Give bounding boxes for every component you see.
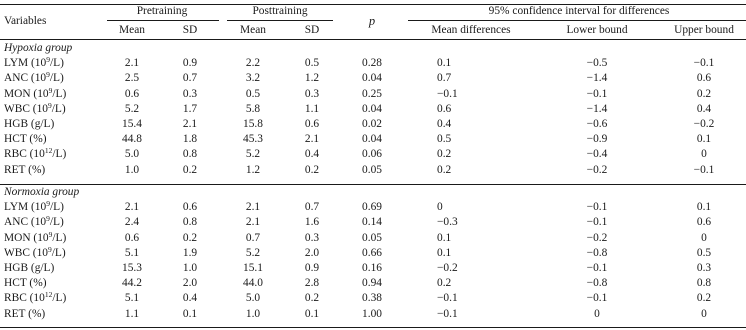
pre-sd-cell: 0.6 — [182, 201, 198, 214]
p-value-cell: 0.66 — [362, 246, 382, 259]
lower-bound-cell: −0.1 — [586, 216, 608, 229]
upper-bound-cell: 0.6 — [696, 216, 712, 229]
lower-bound-cell: −0.2 — [586, 163, 608, 176]
p-value-cell: 0.38 — [362, 292, 382, 305]
variable-name: MON (10 — [4, 87, 49, 100]
post-mean-cell: 15.8 — [243, 118, 263, 130]
post-mean-cell: 15.1 — [243, 262, 263, 274]
post-sd-cell: 0.7 — [304, 201, 320, 214]
ci-spanner-rule — [408, 20, 746, 21]
unit-exponent: 9 — [46, 70, 50, 80]
unit-exponent: 9 — [47, 100, 52, 110]
unit-suffix: /L) — [49, 216, 64, 229]
header-upper-bound: Upper bound — [674, 24, 734, 36]
variable-label — [4, 216, 64, 229]
variable-label — [4, 133, 47, 146]
upper-bound-cell: 0 — [701, 148, 707, 161]
variable-name: RBC (10 — [4, 148, 45, 161]
post-sd-cell: 0.9 — [304, 262, 320, 274]
variable-label — [4, 72, 64, 85]
lower-bound-cell: −0.1 — [586, 292, 608, 305]
variable-name: LYM (10 — [4, 57, 47, 70]
post-sd-cell: 2.8 — [304, 277, 320, 290]
lower-bound-cell: −0.1 — [586, 201, 608, 214]
lower-bound-cell: −0.9 — [586, 133, 608, 146]
p-value-cell: 0.04 — [362, 133, 382, 146]
group-separator-rule — [0, 184, 746, 185]
pre-sd-cell: 0.2 — [182, 231, 198, 244]
upper-bound-cell: −0.2 — [693, 118, 715, 130]
unit-exponent: 9 — [46, 214, 50, 224]
post-mean-cell: 2.1 — [245, 201, 261, 214]
unit-suffix: /L) — [52, 231, 67, 244]
pre-mean-cell: 15.3 — [122, 262, 142, 274]
mean-diff-cell: 0.7 — [437, 72, 452, 85]
post-mean-cell: 2.1 — [245, 216, 261, 229]
lower-bound-cell: −0.2 — [586, 231, 608, 244]
variable-name: RET (%) — [4, 307, 46, 320]
header-posttraining: Posttraining — [252, 5, 308, 17]
unit-exponent: 9 — [46, 55, 50, 65]
upper-bound-cell: 0.8 — [696, 277, 712, 290]
table-bottom-rule — [0, 327, 746, 328]
pre-mean-cell: 2.5 — [124, 72, 140, 85]
variable-name: RET (%) — [4, 163, 46, 176]
upper-bound-cell: 0 — [701, 307, 707, 320]
post-mean-cell: 1.2 — [245, 163, 261, 176]
pre-sd-cell: 0.9 — [182, 57, 198, 70]
header-variables: Variables — [4, 15, 47, 27]
post-sd-cell: 0.6 — [304, 118, 320, 130]
upper-bound-cell: 0.6 — [696, 72, 712, 85]
pre-sd-cell: 0.8 — [182, 216, 198, 229]
mean-diff-cell: −0.1 — [437, 307, 458, 320]
pre-mean-cell: 1.0 — [124, 163, 140, 176]
header-post-mean: Mean — [240, 24, 266, 36]
header-pre-mean: Mean — [119, 24, 145, 36]
post-mean-cell: 5.8 — [245, 102, 261, 115]
header-mean-differences: Mean differences — [431, 24, 511, 36]
post-sd-cell: 1.2 — [304, 72, 320, 85]
mean-diff-cell: 0.4 — [437, 118, 452, 130]
post-mean-cell: 1.0 — [245, 307, 261, 320]
lower-bound-cell: −1.4 — [586, 72, 608, 85]
lower-bound-cell: −0.6 — [586, 118, 608, 130]
header-p: p — [368, 14, 376, 28]
post-sd-cell: 2.0 — [304, 246, 320, 259]
variable-label — [4, 244, 66, 260]
variable-name: WBC (10 — [4, 246, 48, 259]
post-sd-cell: 2.1 — [304, 133, 320, 146]
pre-mean-cell: 0.6 — [124, 231, 140, 244]
upper-bound-cell: 0.4 — [696, 102, 712, 115]
post-sd-cell: 1.1 — [304, 102, 320, 115]
variable-label — [4, 164, 45, 177]
mean-diff-cell: 0.2 — [437, 163, 452, 176]
variable-label — [4, 85, 67, 101]
pre-sd-cell: 0.2 — [182, 163, 198, 176]
p-value-cell: 0.94 — [362, 277, 382, 290]
pre-sd-cell: 0.1 — [182, 307, 198, 320]
variable-label — [4, 100, 66, 116]
post-mean-cell: 5.2 — [245, 246, 261, 259]
pre-mean-cell: 0.6 — [124, 87, 140, 100]
pre-sd-cell: 1.7 — [182, 102, 198, 115]
upper-bound-cell: 0.5 — [696, 246, 712, 259]
p-value-cell: 0.69 — [362, 201, 382, 214]
post-sd-cell: 0.4 — [304, 148, 320, 161]
lower-bound-cell: 0 — [594, 307, 600, 320]
pre-sd-cell: 2.1 — [182, 118, 198, 130]
upper-bound-cell: −0.1 — [693, 163, 715, 176]
variable-name: HCT (%) — [4, 133, 47, 146]
pre-mean-cell: 2.1 — [124, 201, 140, 214]
pre-mean-cell: 1.1 — [124, 307, 140, 320]
variable-label — [4, 118, 54, 131]
p-value-cell: 0.05 — [362, 231, 382, 244]
unit-exponent: 9 — [46, 199, 50, 209]
pre-sd-cell: 0.7 — [182, 72, 198, 85]
post-mean-cell: 0.7 — [245, 231, 261, 244]
mean-diff-cell: 0 — [437, 201, 443, 214]
mean-diff-cell: −0.2 — [437, 262, 458, 274]
lower-bound-cell: −0.1 — [586, 262, 608, 274]
upper-bound-cell: 0 — [701, 231, 707, 244]
lower-bound-cell: −0.4 — [586, 148, 608, 161]
header-bottom-rule — [0, 39, 746, 40]
post-mean-cell: 44.0 — [243, 277, 263, 290]
header-pretraining: Pretraining — [136, 5, 188, 17]
unit-suffix: /L) — [49, 72, 64, 85]
variable-label — [4, 292, 66, 305]
variable-label — [4, 308, 45, 321]
p-value-cell: 1.00 — [362, 307, 382, 320]
mean-diff-cell: 0.1 — [437, 57, 452, 70]
variable-name: HGB (g/L) — [4, 262, 55, 274]
post-sd-cell: 0.2 — [304, 292, 320, 305]
pre-mean-cell: 44.2 — [122, 277, 142, 290]
lower-bound-cell: −1.4 — [586, 102, 608, 115]
upper-bound-cell: −0.1 — [693, 57, 715, 70]
p-value-cell: 0.25 — [362, 87, 382, 100]
lower-bound-cell: −0.1 — [586, 87, 608, 100]
pre-sd-cell: 1.0 — [182, 262, 198, 274]
unit-suffix: /L) — [49, 201, 64, 214]
variable-name: HGB (g/L) — [4, 118, 55, 130]
post-sd-cell: 0.5 — [304, 57, 320, 70]
pre-sd-cell: 1.9 — [182, 246, 198, 259]
unit-suffix: /L) — [52, 148, 67, 161]
mean-diff-cell: −0.3 — [437, 216, 458, 229]
header-lower-bound: Lower bound — [566, 24, 628, 36]
pre-mean-cell: 2.1 — [124, 57, 140, 70]
posttraining-spanner-rule — [227, 20, 333, 21]
p-value-cell: 0.04 — [362, 102, 382, 115]
post-mean-cell: 3.2 — [245, 72, 261, 85]
pre-sd-cell: 0.8 — [182, 148, 198, 161]
header-ci: 95% confidence interval for differences — [488, 5, 670, 17]
post-sd-cell: 0.3 — [304, 87, 320, 100]
unit-exponent: 12 — [44, 290, 53, 300]
post-sd-cell: 0.1 — [304, 307, 320, 320]
post-mean-cell: 2.2 — [245, 57, 261, 70]
pretraining-spanner-rule — [107, 20, 219, 21]
post-mean-cell: 5.0 — [245, 292, 261, 305]
unit-suffix: /L) — [52, 292, 67, 305]
post-sd-cell: 0.2 — [304, 163, 320, 176]
pre-sd-cell: 2.0 — [182, 277, 198, 290]
p-value-cell: 0.14 — [362, 216, 382, 229]
mean-diff-cell: 0.1 — [437, 246, 452, 259]
variable-name: MON (10 — [4, 231, 49, 244]
pre-mean-cell: 5.0 — [124, 148, 140, 161]
mean-diff-cell: 0.2 — [437, 148, 452, 161]
mean-diff-cell: 0.1 — [437, 231, 452, 244]
p-value-cell: 0.05 — [362, 163, 382, 176]
variable-label — [4, 57, 64, 70]
group-heading: Normoxia group — [4, 186, 80, 198]
p-value-cell: 0.28 — [362, 57, 382, 70]
unit-exponent: 9 — [47, 244, 52, 254]
p-value-cell: 0.02 — [362, 118, 382, 130]
variable-name: HCT (%) — [4, 277, 47, 290]
pre-mean-cell: 2.4 — [124, 216, 140, 229]
pre-mean-cell: 5.1 — [124, 292, 140, 305]
upper-bound-cell: 0.2 — [696, 87, 712, 100]
unit-exponent: 12 — [44, 146, 53, 156]
mean-diff-cell: −0.1 — [437, 292, 458, 305]
lower-bound-cell: −0.8 — [586, 246, 608, 259]
upper-bound-cell: 0.1 — [696, 201, 712, 214]
pre-mean-cell: 5.1 — [124, 246, 140, 259]
post-sd-cell: 0.3 — [304, 231, 320, 244]
p-value-cell: 0.06 — [362, 148, 382, 161]
post-sd-cell: 1.6 — [304, 216, 320, 229]
variable-name: ANC (10 — [4, 216, 47, 229]
p-value-cell: 0.04 — [362, 72, 382, 85]
post-mean-cell: 5.2 — [245, 148, 261, 161]
variable-label — [4, 277, 47, 290]
variable-name: RBC (10 — [4, 292, 45, 305]
lower-bound-cell: −0.8 — [586, 277, 608, 290]
lower-bound-cell: −0.5 — [586, 57, 608, 70]
upper-bound-cell: 0.1 — [696, 133, 712, 146]
variable-name: ANC (10 — [4, 72, 47, 85]
variable-name: LYM (10 — [4, 201, 47, 214]
header-pre-sd: SD — [182, 24, 198, 36]
pre-sd-cell: 1.8 — [182, 133, 198, 146]
p-value-cell: 0.16 — [362, 262, 382, 274]
variable-label — [4, 148, 66, 161]
pre-mean-cell: 44.8 — [122, 133, 142, 146]
pre-mean-cell: 5.2 — [124, 102, 140, 115]
unit-exponent: 9 — [48, 229, 53, 239]
upper-bound-cell: 0.2 — [696, 292, 712, 305]
mean-diff-cell: 0.2 — [437, 277, 452, 290]
pre-sd-cell: 0.4 — [182, 292, 198, 305]
group-heading: Hypoxia group — [4, 42, 73, 54]
mean-diff-cell: 0.6 — [437, 102, 452, 115]
post-mean-cell: 0.5 — [245, 87, 261, 100]
variable-label — [4, 201, 64, 214]
unit-suffix: /L) — [49, 57, 64, 70]
header-post-sd: SD — [304, 24, 320, 36]
pre-sd-cell: 0.3 — [182, 87, 198, 100]
mean-diff-cell: −0.1 — [437, 87, 458, 100]
variable-name: WBC (10 — [4, 102, 48, 115]
unit-suffix: /L) — [51, 102, 66, 115]
unit-exponent: 9 — [48, 85, 53, 95]
variable-label — [4, 262, 54, 275]
post-mean-cell: 45.3 — [243, 133, 263, 146]
unit-suffix: /L) — [51, 246, 66, 259]
pre-mean-cell: 15.4 — [122, 118, 142, 130]
upper-bound-cell: 0.3 — [696, 262, 712, 274]
mean-diff-cell: 0.5 — [437, 133, 452, 146]
unit-suffix: /L) — [52, 87, 67, 100]
variable-label — [4, 229, 67, 245]
